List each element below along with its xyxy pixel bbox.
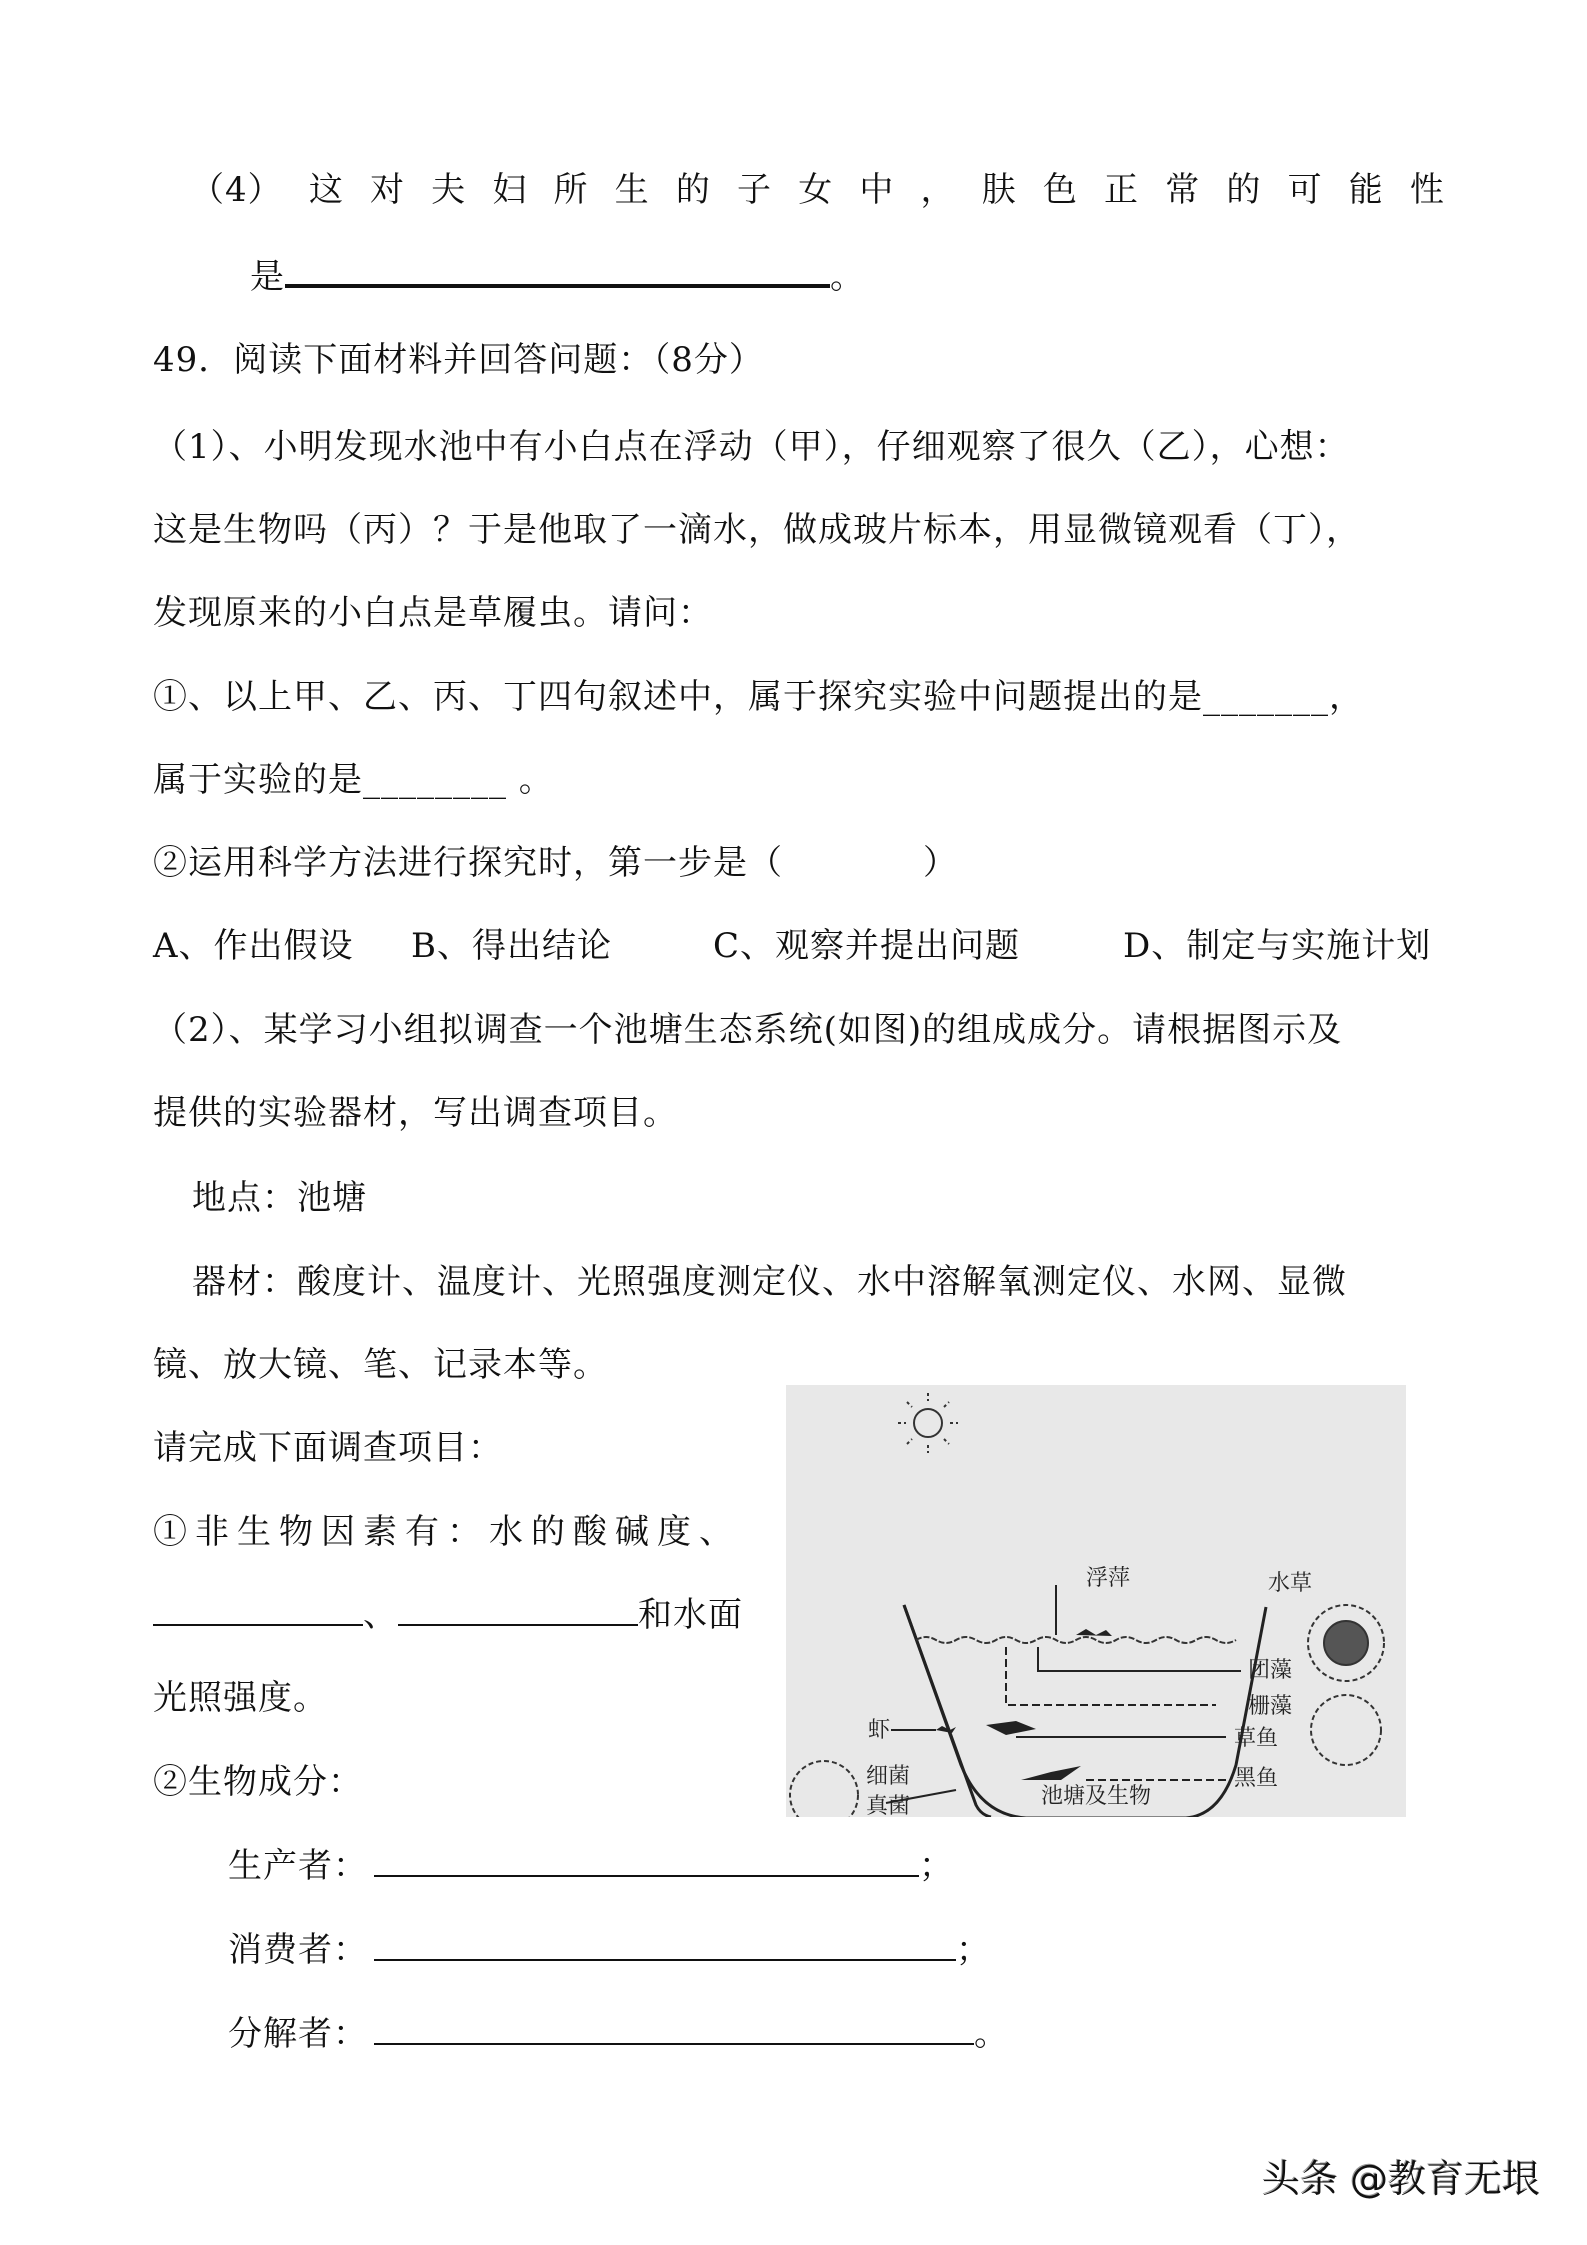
q48-4-c15: 的 (1226, 170, 1262, 210)
scenedesmus-callout (1311, 1695, 1381, 1765)
q48-4-c12: 色 (1042, 170, 1078, 210)
option-b[interactable]: B、得出结论 (411, 926, 612, 966)
grass-carp-icon (986, 1721, 1036, 1735)
abiotic-blank-1[interactable] (153, 1594, 363, 1626)
q48-4-c1: 对 (369, 170, 405, 210)
q48-4-answer-blank[interactable] (285, 254, 830, 288)
decomposers-line (228, 2012, 1009, 2056)
consumers-label: 消费者： (228, 1930, 368, 1970)
q49-q2-line (153, 841, 958, 885)
label-volvox: 团藻 (1248, 1658, 1293, 1683)
q48-4-line (190, 168, 1445, 212)
watermark: 头条 @教育无垠 (1262, 2157, 1541, 2201)
producers-end: ； (919, 1846, 954, 1886)
q48-4-c5: 生 (614, 170, 650, 210)
q48-4-c6: 的 (675, 170, 711, 210)
decomposers-blank[interactable] (374, 2013, 974, 2045)
q48-4-c2: 夫 (431, 170, 467, 210)
label-duckweed: 浮萍 (1086, 1566, 1131, 1591)
q49-p1-line-1: （1）、小明发现水池中有小白点在浮动（甲），仔细观察了很久（乙），心想： (153, 427, 1350, 467)
label-shrimp: 虾 (868, 1718, 891, 1743)
consumers-line (228, 1928, 991, 1972)
decomposers-label: 分解者： (228, 2014, 368, 2054)
q48-4-c8: 女 (798, 170, 834, 210)
q48-4-cont: 是 (250, 257, 285, 297)
q48-4-c16: 可 (1287, 170, 1323, 210)
abiotic-line-2 (153, 1593, 743, 1637)
label-waterweed: 水草 (1268, 1571, 1313, 1596)
q48-4-c13: 正 (1104, 170, 1140, 210)
q48-4-c7: 子 (737, 170, 773, 210)
option-c[interactable]: C、观察并提出问题 (713, 926, 1021, 966)
q48-4-c4: 所 (553, 170, 589, 210)
q48-4-end: 。 (830, 257, 865, 297)
q48-4-label: （4） (190, 170, 283, 210)
abiotic-line-3: 光照强度。 (153, 1678, 328, 1718)
q49-q1-blank[interactable]: _______ (1203, 677, 1329, 717)
option-d[interactable]: D、制定与实施计划 (1123, 926, 1432, 966)
q49-q1-line (153, 675, 1364, 719)
abiotic-blank-2[interactable] (398, 1594, 638, 1626)
duckweed-icon (1076, 1629, 1112, 1636)
abiotic-line-1: ①非生物因素有：水的酸碱度、 (153, 1512, 741, 1552)
q49-q1b-text: 属于实验的是 (153, 760, 363, 800)
q49-q2-text: ②运用科学方法进行探究时，第一步是（ (153, 843, 783, 883)
q49-p2-line-2: 提供的实验器材，写出调查项目。 (153, 1093, 678, 1133)
q48-4-c0: 这 (308, 170, 344, 210)
q49-q1b-blank[interactable]: ________ (363, 760, 507, 800)
q49-p2-line-1: （2）、某学习小组拟调查一个池塘生态系统(如图)的组成成分。请根据图示及 (153, 1010, 1343, 1050)
q49-q2-end: ） (923, 843, 958, 883)
q49-q1-end: ， (1329, 677, 1364, 717)
abiotic-cont: 和水面 (638, 1595, 743, 1635)
volvox-callout (1308, 1605, 1384, 1681)
q49-q1b-end: 。 (507, 760, 554, 800)
biotic-heading: ②生物成分： (153, 1762, 363, 1802)
option-a[interactable]: A、作出假设 (153, 926, 354, 966)
equipment-line-1: 器材：酸度计、温度计、光照强度测定仪、水中溶解氧测定仪、水网、显微 (192, 1262, 1347, 1302)
label-scenedesmus: 栅藻 (1248, 1694, 1293, 1719)
label-bacteria: 细菌 (866, 1764, 911, 1789)
equipment-line-2: 镜、放大镜、笔、记录本等。 (153, 1345, 608, 1385)
producers-blank[interactable] (374, 1845, 919, 1877)
q49-title: 49．阅读下面材料并回答问题：（8分） (153, 340, 764, 380)
q48-4-c14: 常 (1165, 170, 1201, 210)
location: 地点：池塘 (192, 1178, 367, 1218)
q49-q1-text: ①、以上甲、乙、丙、丁四句叙述中，属于探究实验中问题提出的是 (153, 677, 1203, 717)
q48-4-answer-line (250, 254, 865, 299)
sun-icon (898, 1393, 958, 1453)
q48-4-c3: 妇 (492, 170, 528, 210)
q48-4-c17: 能 (1348, 170, 1384, 210)
q48-4-c18: 性 (1409, 170, 1445, 210)
water-surface (916, 1637, 1236, 1643)
consumers-blank[interactable] (374, 1929, 956, 1961)
consumers-end: ； (956, 1930, 991, 1970)
producers-line (228, 1844, 954, 1888)
q48-4-c10: ， (920, 170, 956, 210)
diagram-caption: 池塘及生物 (1040, 1784, 1151, 1809)
q48-4-c9: 中 (859, 170, 895, 210)
decomposers-end: 。 (974, 2014, 1009, 2054)
q48-4-c11: 肤 (981, 170, 1017, 210)
label-fungi: 真菌 (866, 1794, 911, 1817)
label-grass-carp: 草鱼 (1234, 1726, 1279, 1751)
pond-illustration (786, 1385, 1406, 1817)
snakehead-icon (1021, 1766, 1081, 1780)
task-prompt: 请完成下面调查项目： (153, 1428, 503, 1468)
label-snakehead: 黑鱼 (1234, 1766, 1279, 1791)
q49-p1-line-2: 这是生物吗（丙）？于是他取了一滴水，做成玻片标本，用显微镜观看（丁）， (153, 510, 1361, 550)
producers-label: 生产者： (228, 1846, 368, 1886)
pond-diagram (786, 1385, 1406, 1817)
q49-q1b-line (153, 758, 554, 802)
q49-p1-line-3: 发现原来的小白点是草履虫。请问： (153, 593, 713, 633)
abiotic-sep: 、 (363, 1595, 398, 1635)
